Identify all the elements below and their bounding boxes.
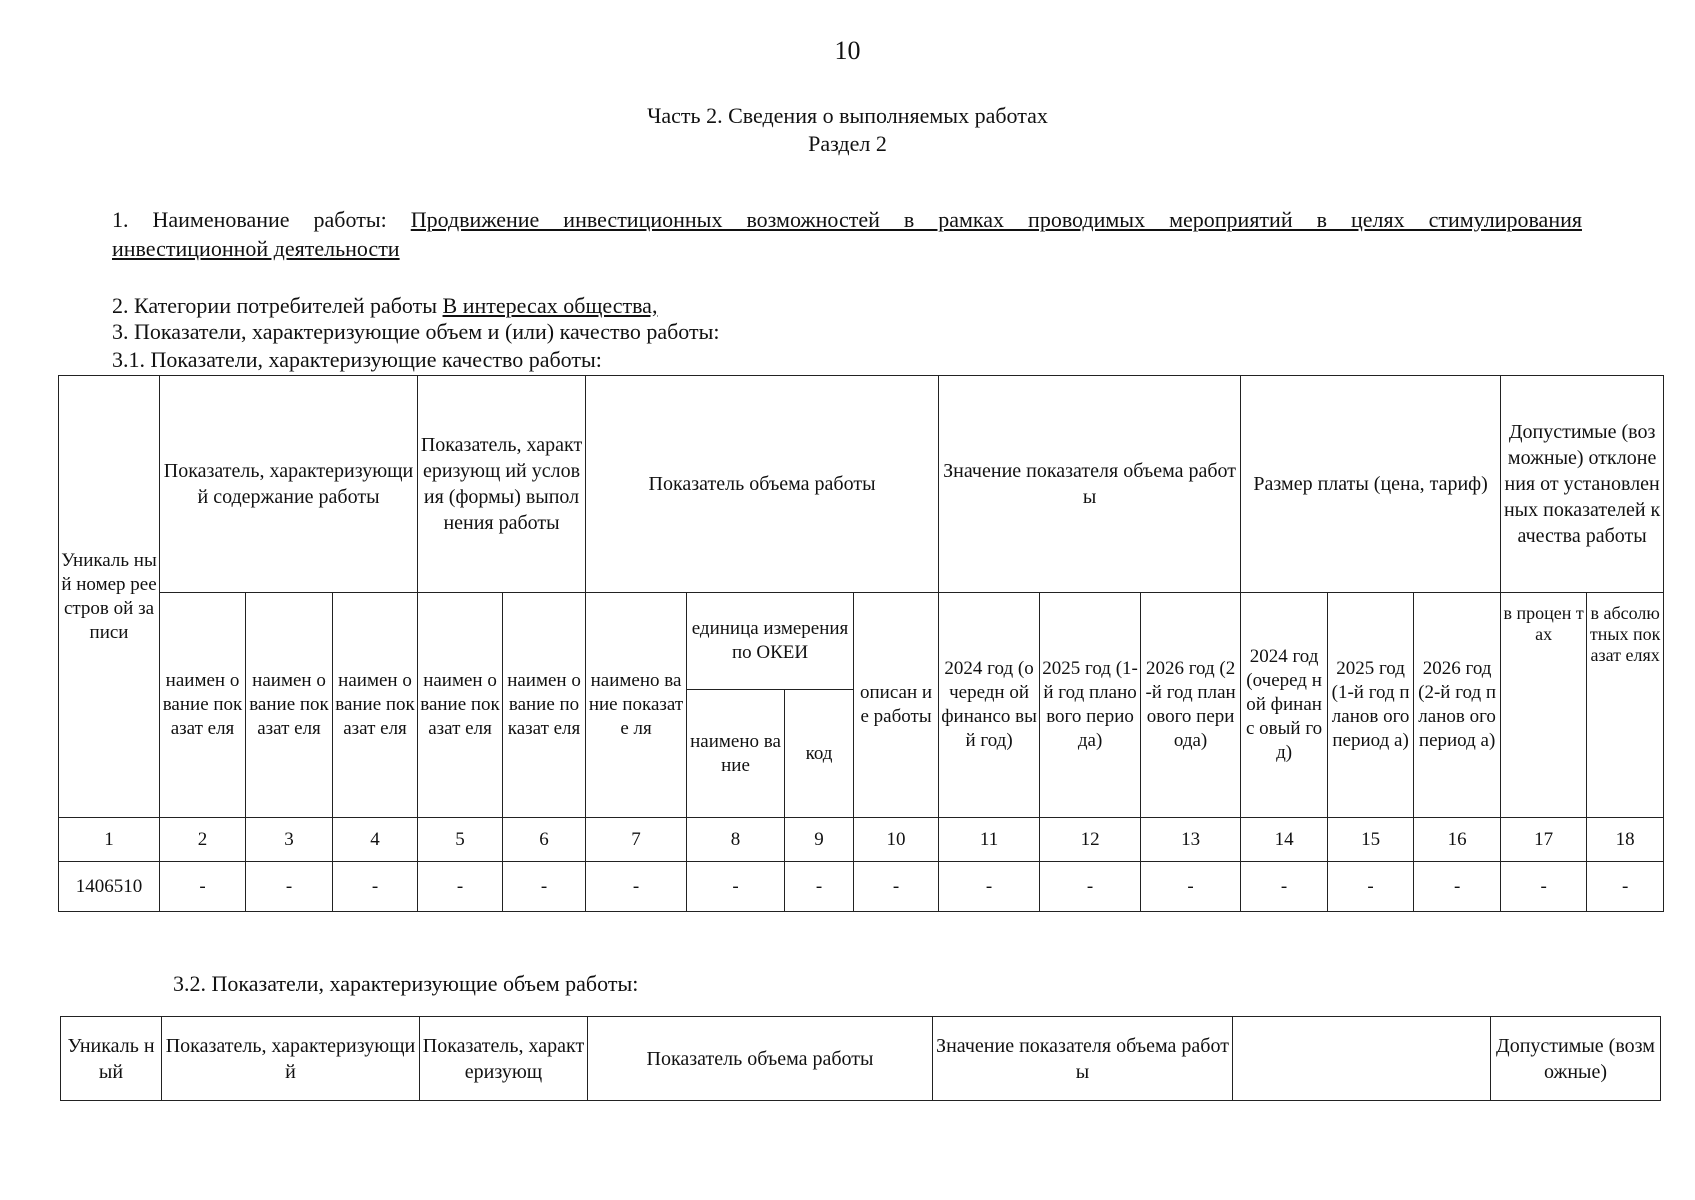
part-title: Часть 2. Сведения о выполняемых работах (647, 103, 1048, 128)
quality-indicators-heading: 3.1. Показатели, характеризующие качество работы: (112, 347, 602, 372)
table-cell: - (1414, 862, 1501, 912)
table-cell: - (1501, 862, 1587, 912)
table-cell: - (246, 862, 333, 912)
header-volume-indicator: Показатель объема работы (586, 376, 939, 593)
work-name-value: Продвижение инвестиционных возможностей в рамках проводимых мероприятий в целях стимулирования (410, 207, 1582, 232)
table-cell: - (503, 862, 586, 912)
column-number: 8 (687, 818, 785, 862)
column-number: 13 (1141, 818, 1241, 862)
column-number: 3 (246, 818, 333, 862)
header-work-description: описан ие работы (854, 593, 939, 818)
t2-header-conditions-indicator: Показатель, характеризующ (420, 1017, 588, 1101)
column-number: 9 (785, 818, 854, 862)
header-deviation: Допустимые (возможные) отклонения от установленных показателей качества работы (1501, 376, 1664, 593)
header-okei-unit: единица измерения по ОКЕИ (687, 593, 854, 690)
t2-header-volume-value: Значение показателя объема работы (933, 1017, 1233, 1101)
t2-header-volume-indicator: Показатель объема работы (588, 1017, 933, 1101)
page-number: 10 (834, 36, 861, 65)
consumer-category-line (112, 293, 657, 319)
table-cell: - (687, 862, 785, 912)
table-cell: - (1040, 862, 1141, 912)
t2-header-fee (1233, 1017, 1491, 1101)
header-name-indicator-4: наимен ование показат еля (333, 593, 418, 818)
header-name-indicator-6: наимен ование показат еля (503, 593, 586, 818)
work-name-line (112, 207, 1582, 233)
header-fee: Размер платы (цена, тариф) (1241, 376, 1501, 593)
table-cell: - (586, 862, 687, 912)
table-cell: - (1587, 862, 1664, 912)
header-name-indicator-5: наимен ование показат еля (418, 593, 503, 818)
column-number: 11 (939, 818, 1040, 862)
registry-number-cell: 1406510 (59, 862, 160, 912)
t2-header-content-indicator: Показатель, характеризующий (162, 1017, 420, 1101)
t2-header-deviation: Допустимые (возможные) (1491, 1017, 1661, 1101)
table-cell: - (418, 862, 503, 912)
table-cell: - (1328, 862, 1414, 912)
header-fee-2026: 2026 год (2-й год планов ого период а) (1414, 593, 1501, 818)
volume-indicators-table (60, 1016, 1661, 1101)
column-number: 4 (333, 818, 418, 862)
header-volume-value: Значение показателя объема работы (939, 376, 1241, 593)
table-cell: - (785, 862, 854, 912)
column-number: 17 (1501, 818, 1587, 862)
column-numbers-row (59, 818, 1664, 862)
consumer-category-label: 2. Категории потребителей работы (112, 293, 443, 318)
header-value-2024: 2024 год (очередн ой финансо вый год) (939, 593, 1040, 818)
header-value-2026: 2026 год (2-й год планового периода) (1141, 593, 1241, 818)
column-number: 15 (1328, 818, 1414, 862)
header-value-2025: 2025 год (1-й год планового периода) (1040, 593, 1141, 818)
table-cell: - (1241, 862, 1328, 912)
header-unit-name: наимено вание (687, 690, 785, 818)
table-cell: - (333, 862, 418, 912)
table-cell: - (160, 862, 246, 912)
header-fee-2024: 2024 год (очеред ной финанс овый год) (1241, 593, 1328, 818)
header-name-indicator-2: наимен ование показат еля (160, 593, 246, 818)
column-number: 16 (1414, 818, 1501, 862)
header-name-indicator-3: наимен ование показат еля (246, 593, 333, 818)
column-number: 6 (503, 818, 586, 862)
quality-indicators-table (58, 375, 1664, 912)
indicators-heading: 3. Показатели, характеризующие объем и (или) качество работы: (112, 319, 720, 344)
column-number: 1 (59, 818, 160, 862)
table-cell: - (939, 862, 1040, 912)
column-number: 2 (160, 818, 246, 862)
header-fee-2025: 2025 год (1-й год планов ого период а) (1328, 593, 1414, 818)
section-title: Раздел 2 (808, 131, 887, 156)
header-deviation-percent: в процен тах (1501, 593, 1587, 818)
header-conditions-indicator: Показатель, характеризующ ий условия (формы) выполнения работы (418, 376, 586, 593)
column-number: 18 (1587, 818, 1664, 862)
table-cell: - (854, 862, 939, 912)
table-cell: - (1141, 862, 1241, 912)
consumer-category-value: В интересах общества, (442, 293, 658, 318)
t2-header-unique-number: Уникаль ный (61, 1017, 162, 1101)
work-name-line-2 (112, 236, 400, 262)
volume-indicators-heading: 3.2. Показатели, характеризующие объем работы: (173, 971, 639, 996)
header-unique-number: Уникаль ный номер реестров ой записи (59, 376, 160, 818)
header-content-indicator: Показатель, характеризующий содержание работы (160, 376, 418, 593)
work-name-value-2: инвестиционной деятельности (112, 236, 400, 261)
column-number: 10 (854, 818, 939, 862)
header-deviation-absolute: в абсолю тных показат елях (1587, 593, 1664, 818)
table-row (59, 862, 1664, 912)
header-name-indicator-7: наимено вание показате ля (586, 593, 687, 818)
column-number: 14 (1241, 818, 1328, 862)
column-number: 5 (418, 818, 503, 862)
work-name-label: 1. Наименование работы: (112, 207, 411, 232)
column-number: 12 (1040, 818, 1141, 862)
header-unit-code: код (785, 690, 854, 818)
column-number: 7 (586, 818, 687, 862)
